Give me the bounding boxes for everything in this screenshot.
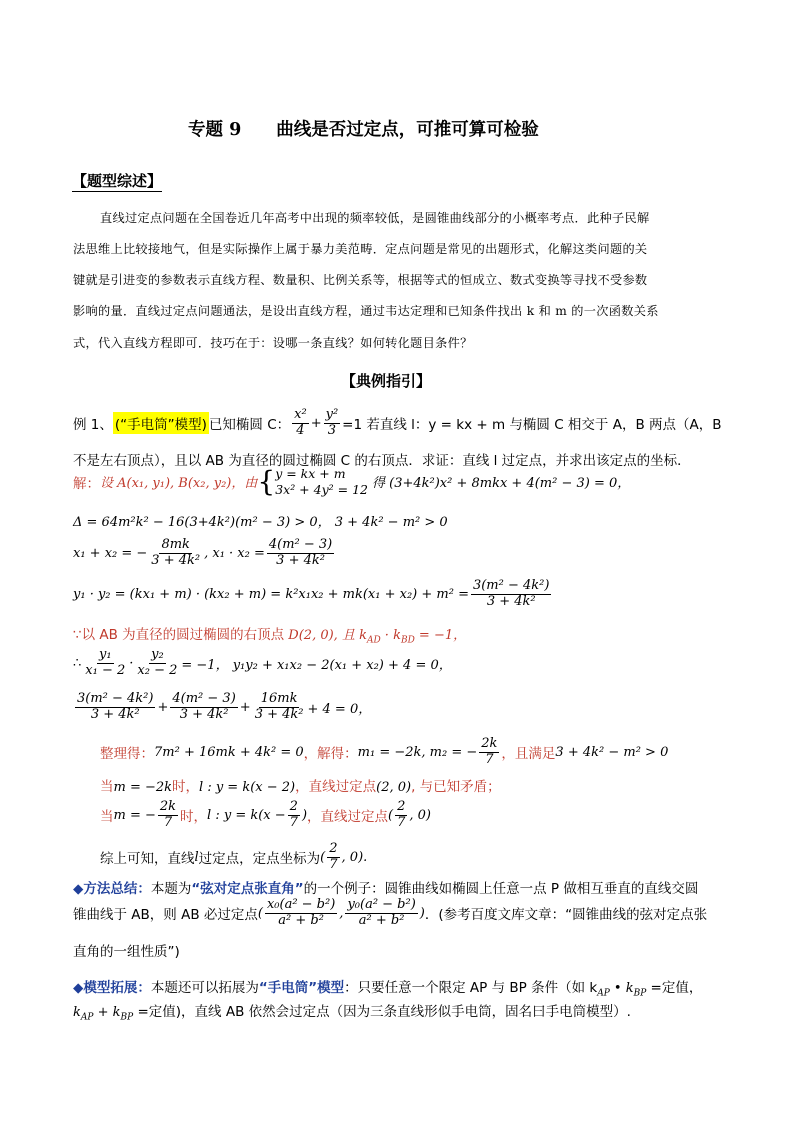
condition-inequality: 3 + 4k² − m² > 0 [555, 744, 669, 760]
plus-sign: + [239, 699, 251, 715]
solution-solve [100, 737, 668, 768]
solve-equation: 7m² + 16mk + 4k² = 0 [154, 744, 304, 760]
ellipse-y-fraction [324, 408, 341, 439]
subscript-ap: AP [80, 1012, 94, 1023]
frac-den: 3 + 4k² [90, 706, 140, 722]
example-1-line-1: 例 1、 (“手电筒”模型) 已知椭圆 C： $\frac{\text{x²}}{4}$ + $\frac{\text{y²}}{3}$ =1 若直线 l：y = kx + m 与椭圆 C 相交于 A，B 两点（A，B [73, 407, 722, 438]
system-eq-1: y = kx + m [275, 466, 346, 481]
vieta-product-lhs: , x₁ · x₂ = [204, 545, 265, 561]
right-vertex-point: D(2, 0), 且 k [284, 628, 367, 643]
extension-dot: • k [609, 981, 634, 996]
frac-den: 3 + 4k² [254, 706, 304, 722]
extension-line-2 [73, 1000, 631, 1023]
frac-num: y₀(a² − b²) [347, 897, 416, 912]
frac-num: 2 [329, 841, 338, 856]
extension-text-c: =定值， [646, 980, 703, 996]
solution-substitution [73, 692, 371, 723]
frac-num: 4(m² − 3) [268, 537, 333, 552]
case-point-end: , 0) [409, 807, 431, 823]
open-paren: ( [257, 905, 263, 921]
frac-den: 7 [485, 751, 494, 767]
y-product-lhs: y₁ · y₂ = (kx₁ + m) · (kx₂ + m) = k²x₁x₂ + mk(x₁ + x₂) + m² = [73, 586, 469, 602]
frac-num: y₁ [98, 647, 112, 662]
extension-text-b: ：只要任意一个限定 AP 与 BP 条件（如 k [344, 980, 598, 996]
model-tag-highlight: (“手电筒”模型) [113, 412, 209, 434]
frac-den: 7 [329, 856, 338, 872]
solve-roots: m₁ = −2k, m₂ = − [357, 744, 478, 760]
frac-den: 7 [163, 814, 173, 830]
case-fixed-point: (2, 0) [376, 780, 412, 795]
subscript-bp: BP [120, 1012, 134, 1023]
frac-den: 3 [327, 422, 337, 438]
solution-label: 解： [73, 475, 100, 492]
example-text-b: =1 若直线 l：y = kx + m 与椭圆 C 相交于 A，B 两点（A，B [342, 417, 722, 434]
equation-system [275, 466, 368, 497]
overview-heading-text: 【题型综述】 [72, 172, 163, 190]
vieta-sum-fraction [149, 538, 202, 569]
slope-fraction-1 [83, 648, 127, 679]
conclusion-point-end: , 0). [341, 849, 368, 865]
example-1-line-2: 不是左右顶点），且以 AB 为直径的圆过椭圆 C 的右顶点．求证：直线 l 过定点，并求出该定点的坐标． [73, 453, 691, 469]
frac-num: x² [294, 407, 307, 422]
frac-num: 8mk [161, 537, 190, 552]
frac-den: a² + b² [278, 912, 324, 928]
solution-line-1 [73, 466, 630, 497]
solution-discriminant: Δ = 64m²k² − 16(3+4k²)(m² − 3) > 0， 3 + 4k² − m² > 0 [73, 515, 448, 530]
method-summary-line-3: 直角的一组性质”) [73, 944, 180, 960]
method-text-a: 本题为 [150, 881, 192, 897]
method-fraction-y [345, 898, 417, 929]
slope-plus: + k [93, 1005, 121, 1020]
case-when-suffix: 时， [180, 809, 208, 826]
frac-den: 3 + 4k² [179, 706, 229, 722]
frac-num: y² [325, 407, 339, 422]
frac-den: 3 + 4k² [486, 593, 536, 609]
subscript-bp: BP [633, 988, 647, 999]
root-fraction [479, 737, 499, 768]
frac-num: y₂ [151, 647, 164, 662]
case-line-equation: l : y = k(x − 2) [199, 780, 296, 795]
sub-fraction-2 [170, 692, 237, 723]
extension-line-1 [73, 976, 702, 999]
method-fraction-x [265, 898, 337, 929]
solve-result-label: ，解得： [303, 746, 358, 763]
close-paren: ) [419, 905, 425, 921]
frac-den: 3 + 4k² [151, 552, 201, 568]
condition-label: ，且满足 [501, 746, 556, 763]
sub-fraction-1 [75, 692, 155, 723]
slope-k: k [73, 1005, 81, 1020]
therefore-symbol: ∴ [73, 655, 82, 671]
method-reference: ．(参考百度文库文章：“圆锥曲线的弦对定点张 [424, 907, 708, 924]
case-when: 当 [100, 809, 114, 826]
solution-vieta [73, 538, 336, 569]
case-when: 当 [100, 779, 114, 795]
method-emphasis: “弦对定点张直角” [191, 881, 304, 897]
y-product-fraction [471, 579, 551, 610]
case-fixed-point-label: ，直线过定点 [307, 809, 389, 826]
example-text-a: 已知椭圆 C： [208, 417, 291, 434]
case-when-suffix: 时， [172, 779, 200, 795]
subscript-bd: BD [400, 635, 415, 646]
slope-dot: · k [380, 628, 401, 643]
solution-y-product [73, 579, 553, 610]
frac-num: 16mk [260, 691, 298, 706]
extension-emphasis: “手电筒”模型 [258, 980, 345, 996]
overview-line-5: 式，代入直线方程即可．技巧在于：设哪一条直线？如何转化题目条件？ [73, 336, 473, 350]
conclusion-line-symbol: l [194, 849, 199, 865]
solution-case-2 [100, 800, 431, 831]
example-label: 例 1、 [73, 417, 113, 434]
method-label: ◆方法总结： [73, 881, 151, 897]
extension-label: ◆模型拓展： [73, 980, 151, 996]
vieta-product-fraction [267, 538, 334, 569]
method-summary-line-2 [73, 898, 707, 929]
solution-conclusion [100, 842, 367, 873]
solution-case-1 [100, 775, 501, 795]
subscript-ad: AD [366, 635, 381, 646]
frac-den: 3 + 4k² [276, 552, 325, 568]
frac-den: x₁ − 2 [85, 662, 126, 678]
case-m-value: m = −2k [113, 780, 173, 795]
frac-num: 3(m² − 4k²) [77, 691, 154, 706]
case-contradiction: , 与已知矛盾； [411, 779, 501, 795]
overview-line-2: 法思维上比较接地气，但是实际操作上属于暴力美范畴．定点问题是常见的出题形式，化解这类问题的关 [73, 242, 648, 256]
overview-line-1: 直线过定点问题在全国卷近几年高考中出现的频率较低，是圆锥曲线部分的小概率考点．此种子民解 [100, 211, 650, 225]
examples-heading: 【典例指引】 [341, 372, 432, 390]
ellipse-x-fraction [292, 408, 309, 439]
frac-den: a² + b² [358, 912, 405, 928]
sub-fraction-3 [253, 692, 306, 723]
frac-num: 2 [397, 799, 406, 814]
frac-den: 7 [397, 814, 406, 830]
plus-sign: + [157, 699, 169, 715]
page-title: 专题 9 曲线是否过定点，可推可算可检验 [188, 120, 539, 140]
frac-num: x₀(a² − b²) [266, 897, 336, 912]
frac-num: 4(m² − 3) [172, 691, 236, 706]
solve-label: 整理得： [100, 746, 154, 763]
extension-text-d: =定值)，直线 AB 依然会过定点（因为三条直线形似手电筒，固名曰手电筒模型）. [133, 1004, 631, 1020]
overview-line-3: 键就是引进变的参数表示直线方程、数量积、比例关系等，根据等式的恒成立、数式变换等寻找不受参数 [73, 273, 648, 287]
substitution-rest: + 4 = 0， [307, 701, 372, 717]
overview-heading [72, 170, 162, 191]
frac-num: 2 [289, 799, 298, 814]
frac-num: 2k [159, 799, 177, 814]
open-paren: ( [320, 849, 326, 865]
system-brace: { [257, 464, 276, 498]
slope-equation-rest: = −1， y₁y₂ + x₁x₂ − 2(x₁ + x₂) + 4 = 0， [181, 657, 452, 673]
case-m-value: m = − [113, 807, 156, 823]
solution-right-vertex [73, 623, 466, 646]
solution-slope-equation [73, 648, 452, 679]
frac-num: 2k [481, 736, 498, 751]
case-line-fraction [288, 800, 300, 831]
comma: , [339, 905, 344, 921]
conclusion-fraction [327, 842, 339, 873]
frac-den: x₂ − 2 [137, 662, 178, 678]
case-fixed-point-label: ，直线过定点 [295, 779, 377, 795]
method-summary-line-1 [73, 877, 698, 897]
case-point-fraction [395, 800, 407, 831]
case-m-fraction [158, 800, 178, 831]
frac-den: 7 [289, 814, 298, 830]
extension-text-a: 本题还可以拓展为 [150, 980, 259, 996]
close-paren: ) [301, 807, 308, 823]
frac-den: 4 [296, 422, 305, 438]
solution-set-points: 设 A(x₁, y₁), B(x₂, y₂)，由 [100, 476, 258, 492]
conclusion-text-b: 过定点，定点坐标为 [198, 851, 321, 868]
solution-quadratic: 得 (3+4k²)x² + 8mkx + 4(m² − 3) = 0， [371, 476, 631, 492]
slope-fraction-2 [135, 648, 179, 679]
method-fixed-point-label: 锥曲线于 AB，则 AB 必过定点 [73, 907, 258, 924]
subscript-ap: AP [597, 988, 610, 999]
method-text-b: 的一个例子：圆锥曲线如椭圆上任意一点 P 做相互垂直的直线交圆 [303, 881, 699, 897]
case-line-equation: l : y = k(x − [207, 807, 286, 823]
multiply-dot: · [129, 655, 134, 671]
system-eq-2: 3x² + 4y² = 12 [275, 481, 368, 497]
overview-line-4: 影响的量．直线过定点问题通法，是设出直线方程，通过韦达定理和已知条件找出 k 和 m 的一次函数关系 [73, 304, 659, 318]
frac-num: 3(m² − 4k²) [472, 578, 550, 593]
open-paren: ( [388, 807, 394, 823]
slope-product-value: = −1， [414, 628, 467, 643]
vieta-sum-lhs: x₁ + x₂ = − [73, 545, 148, 561]
right-vertex-text: ∵以 AB 为直径的圆过椭圆的右顶点 [73, 627, 285, 643]
conclusion-text: 综上可知，直线 [100, 851, 195, 868]
